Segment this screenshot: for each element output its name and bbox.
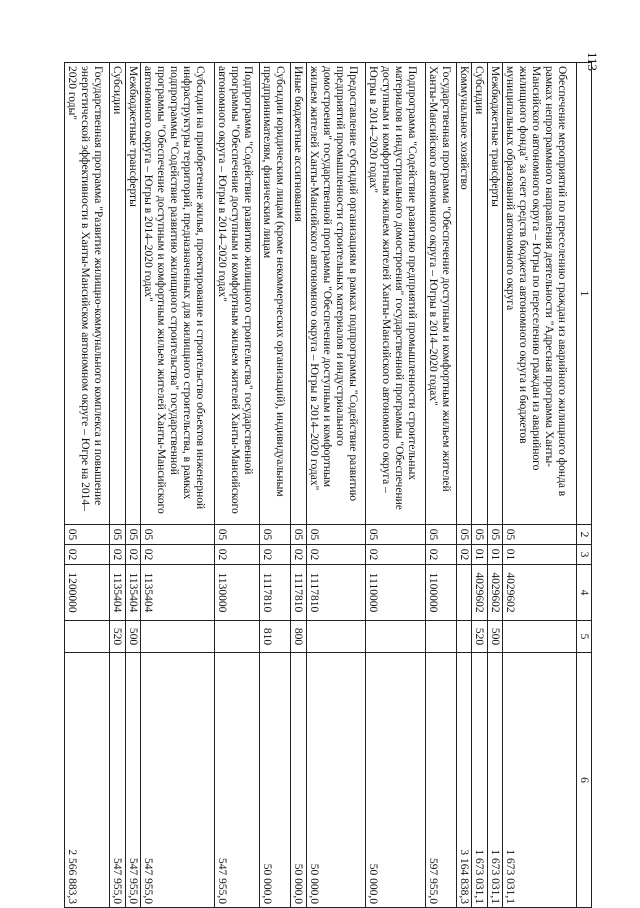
row-name: Подпрограмма "Содействие развитию предприятий промышленности строительных материалов и индустриального домостроения" государственной программы "Обеспечение доступным и комфортным жильем жителей Ханты-Мансийского автономного округа – Югры в 2014–2020 годах" — [366, 63, 426, 525]
row-subsection: 02 — [215, 545, 260, 565]
row-expense-type — [503, 621, 577, 653]
row-name: Межбюджетные трансферты — [487, 63, 502, 525]
row-expense-type: 800 — [291, 621, 306, 653]
header-col-5: 5 — [577, 621, 592, 653]
row-target-article: 1135404 — [110, 565, 125, 621]
row-name: Иные бюджетные ассигнования — [291, 63, 306, 525]
row-section: 05 — [472, 525, 487, 545]
row-target-article: 1117810 — [291, 565, 306, 621]
row-expense-type: 500 — [125, 621, 140, 653]
row-subsection: 02 — [306, 545, 366, 565]
row-name: Субсидии юридическим лицам (кроме некоммерческих организаций), индивидуальным предпринимателям, физическим лицам — [260, 63, 291, 525]
row-section: 05 — [306, 525, 366, 545]
row-name: Обеспечение мероприятий по переселению граждан из аварийного жилищного фонда в рамках непрограммного направления деятельности "Адресная программа Ханты-Мансийского автономного округа – Югры по переселению граждан из аварийного жилищного фонда" за счет средств бюджета автономного округа и бюджетов муниципальных образований автономного округа — [503, 63, 577, 525]
table-row — [65, 63, 110, 908]
table-row — [141, 63, 215, 908]
table-row — [487, 63, 502, 908]
header-col-6: 6 — [577, 653, 592, 908]
header-col-3: 3 — [577, 545, 592, 565]
row-subsection: 02 — [65, 545, 110, 565]
row-section: 05 — [366, 525, 426, 545]
row-subsection: 02 — [425, 545, 456, 565]
row-section: 05 — [141, 525, 215, 545]
row-sum: 1 673 031,1 — [503, 653, 577, 908]
row-sum: 597 955,0 — [425, 653, 456, 908]
row-sum: 50 000,0 — [260, 653, 291, 908]
row-subsection: 01 — [472, 545, 487, 565]
row-name: Государственная программа "Обеспечение доступным и комфортным жильем жителей Ханты-Мансийского автономного округа – Югры в 2014–2020 годах" — [425, 63, 456, 525]
row-expense-type — [425, 621, 456, 653]
row-name: Коммунальное хозяйство — [456, 63, 471, 525]
row-target-article: 1117810 — [306, 565, 366, 621]
table-row — [215, 63, 260, 908]
row-expense-type: 520 — [472, 621, 487, 653]
row-target-article — [456, 565, 471, 621]
row-target-article: 1110000 — [366, 565, 426, 621]
row-target-article: 1117810 — [260, 565, 291, 621]
row-sum: 50 000,0 — [291, 653, 306, 908]
row-subsection: 01 — [487, 545, 502, 565]
row-sum: 1 673 031,1 — [472, 653, 487, 908]
row-sum: 1 673 031,1 — [487, 653, 502, 908]
row-expense-type — [456, 621, 471, 653]
row-sum: 50 000,0 — [306, 653, 366, 908]
row-subsection: 02 — [260, 545, 291, 565]
row-section: 05 — [503, 525, 577, 545]
table-row — [472, 63, 487, 908]
row-section: 05 — [260, 525, 291, 545]
table-row — [425, 63, 456, 908]
header-col-2: 2 — [577, 525, 592, 545]
row-sum: 3 164 838,3 — [456, 653, 471, 908]
row-name: Подпрограмма "Содействие развитию жилищного строительства" государственной программы "Обеспечение доступным и комфортным жильем жителей Ханты-Мансийского автономного округа – Югры в 2014–2020 годах" — [215, 63, 260, 525]
row-target-article: 1200000 — [65, 565, 110, 621]
row-expense-type — [215, 621, 260, 653]
header-col-4: 4 — [577, 565, 592, 621]
row-subsection: 02 — [291, 545, 306, 565]
row-section: 05 — [487, 525, 502, 545]
row-target-article: 1135404 — [125, 565, 140, 621]
row-subsection: 02 — [110, 545, 125, 565]
header-col-1: 1 — [577, 63, 592, 525]
row-expense-type — [65, 621, 110, 653]
row-expense-type: 500 — [487, 621, 502, 653]
row-name: Субсидии — [472, 63, 487, 525]
table-row — [366, 63, 426, 908]
table-row — [306, 63, 366, 908]
row-sum: 547 955,0 — [110, 653, 125, 908]
row-subsection: 02 — [125, 545, 140, 565]
row-section: 05 — [125, 525, 140, 545]
row-sum: 547 955,0 — [215, 653, 260, 908]
row-expense-type — [306, 621, 366, 653]
row-expense-type — [141, 621, 215, 653]
row-subsection: 02 — [456, 545, 471, 565]
table-row — [260, 63, 291, 908]
row-subsection: 02 — [366, 545, 426, 565]
table-row — [503, 63, 577, 908]
table-row — [291, 63, 306, 908]
row-expense-type — [366, 621, 426, 653]
row-sum: 50 000,0 — [366, 653, 426, 908]
table-header-row — [577, 63, 592, 908]
row-subsection: 01 — [503, 545, 577, 565]
row-section: 05 — [215, 525, 260, 545]
row-sum: 547 955,0 — [125, 653, 140, 908]
row-sum: 547 955,0 — [141, 653, 215, 908]
row-name: Предоставление субсидий организациям в рамках подпрограммы "Содействие развитию предприятий промышленности строительных материалов и индустриального домостроения" государственной программы "Обеспечение доступным и комфортным жильем жителей Ханты-Мансийского автономного округа – Югры в 2014–2020 годах" — [306, 63, 366, 525]
budget-table-page — [64, 62, 592, 907]
row-target-article: 1100000 — [425, 565, 456, 621]
row-target-article: 4029602 — [472, 565, 487, 621]
row-target-article: 4029602 — [487, 565, 502, 621]
row-section: 05 — [425, 525, 456, 545]
table-row — [456, 63, 471, 908]
row-subsection: 02 — [141, 545, 215, 565]
row-section: 05 — [456, 525, 471, 545]
table-row — [125, 63, 140, 908]
row-section: 05 — [65, 525, 110, 545]
row-expense-type: 810 — [260, 621, 291, 653]
row-name: Субсидии — [110, 63, 125, 525]
table-row — [110, 63, 125, 908]
row-sum: 2 566 883,3 — [65, 653, 110, 908]
row-target-article: 1135404 — [141, 565, 215, 621]
row-target-article: 1130000 — [215, 565, 260, 621]
row-expense-type: 520 — [110, 621, 125, 653]
budget-table — [64, 62, 592, 908]
row-section: 05 — [291, 525, 306, 545]
row-name: Субсидии на приобретение жилья, проектирование и строительство объектов инженерной инфраструктуры территорий, предназначенных для жилищного строительства, в рамках подпрограммы "Содействие развитию жилищного строительства" государственной программы "Обеспечение доступным и комфортным жильем жителей Ханты-Мансийского автономного округа – Югры в 2014–2020 годах" — [141, 63, 215, 525]
row-name: Государственная программа "Развитие жилищно-коммунального комплекса и повышение энергетической эффективности в Ханты-Мансийском автономном округе – Югре на 2014–2020 годы" — [65, 63, 110, 525]
page-number: 113 — [585, 52, 600, 72]
row-target-article: 4029602 — [503, 565, 577, 621]
row-name: Межбюджетные трансферты — [125, 63, 140, 525]
row-section: 05 — [110, 525, 125, 545]
